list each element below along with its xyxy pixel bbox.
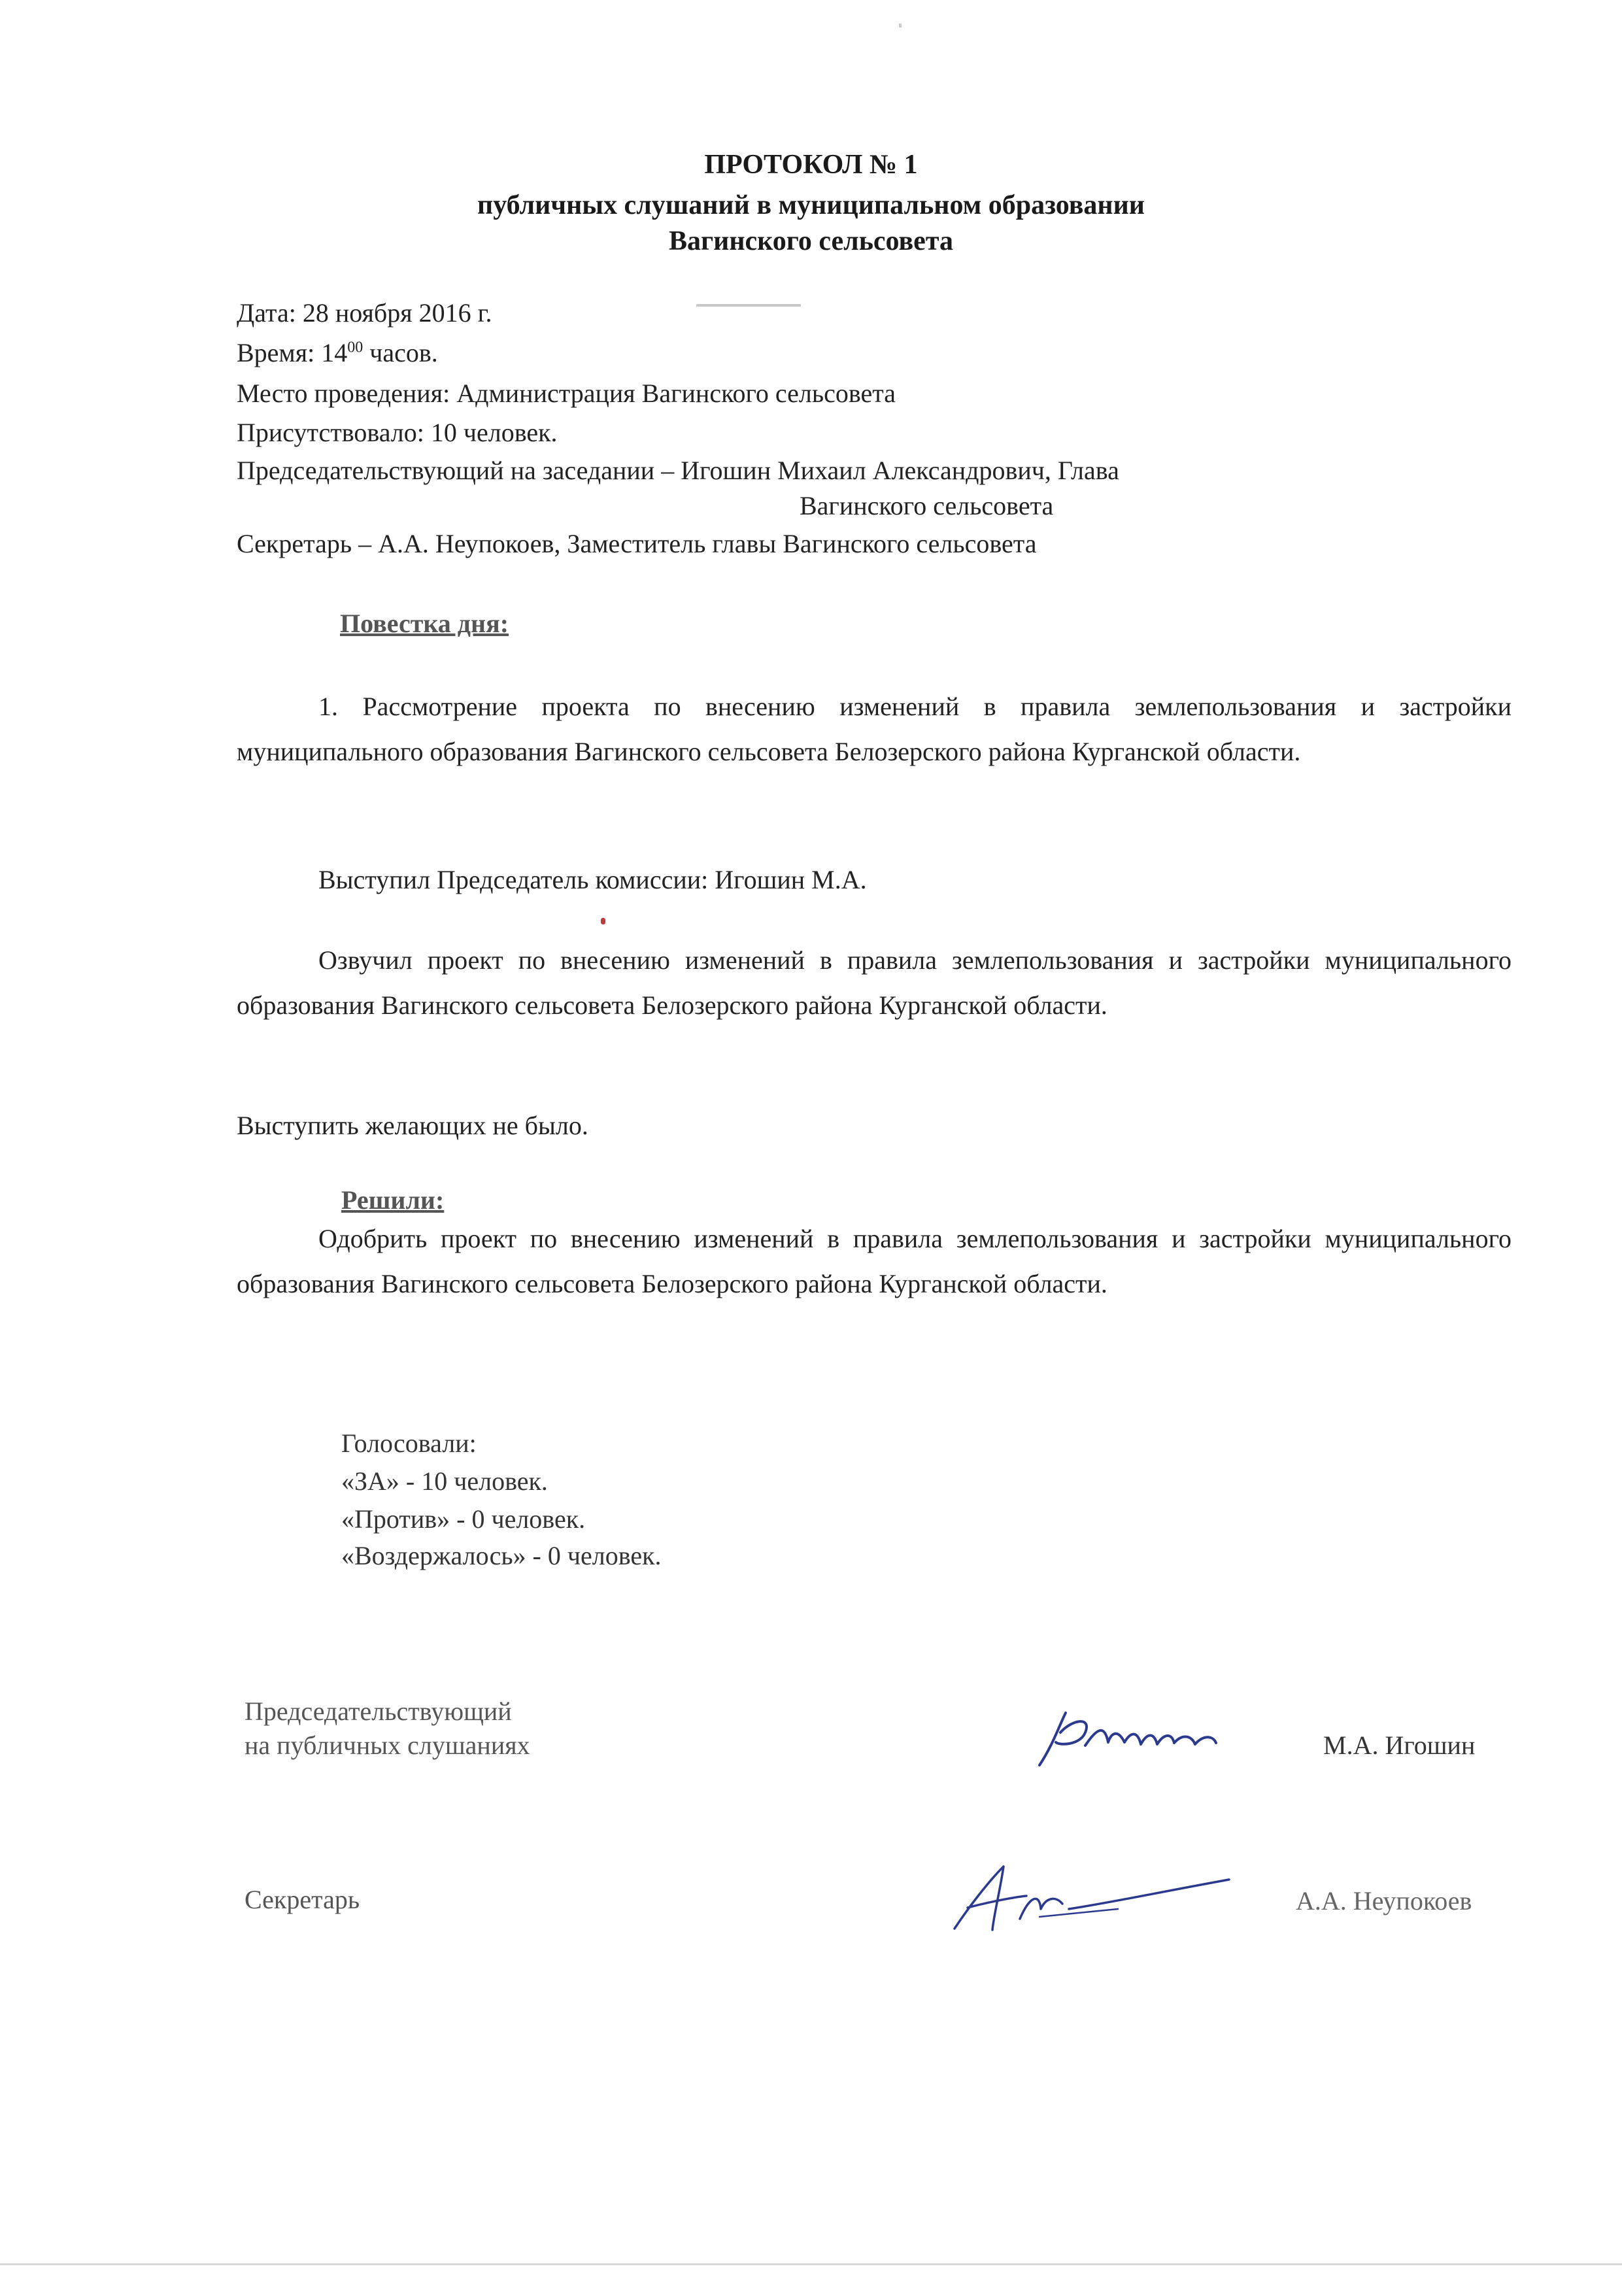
speaker-line: Выступил Председатель комиссии: Игошин М.А. [318,865,867,894]
decision-paragraph [237,1216,1512,1306]
agenda-item-1-text: 1. Рассмотрение проекта по внесению изменений в правила землепользования и застройки муниципального образования Вагинского сельсовета Белозерского района Курганской области. [237,692,1512,766]
agenda-item-1 [237,684,1512,774]
voting-heading: Голосовали: [341,1428,477,1458]
chairperson-line: Председательствующий на заседании – Игошин Михаил Александрович, Глава [237,456,1119,485]
voiced-paragraph-text: Озвучил проект по внесению изменений в правила землепользования и застройки муниципального образования Вагинского сельсовета Белозерского района Курганской области. [237,945,1512,1020]
votes-against: «Против» - 0 человек. [341,1504,586,1534]
attendance-count: Присутствовало: 10 человек. [237,418,558,447]
decision-heading: Решили: [341,1185,445,1215]
scan-bottom-edge [0,2263,1622,2265]
chair-signature-label [245,1695,530,1763]
no-speakers-line: Выступить желающих не было. [237,1111,588,1140]
meeting-date: Дата: 28 ноября 2016 г. [237,298,492,328]
chair-signature-icon [1020,1706,1255,1778]
document-title: ПРОТОКОЛ № 1 [704,150,918,180]
decision-paragraph-text: Одобрить проект по внесению изменений в правила землепользования и застройки муниципального образования Вагинского сельсовета Белозерского района Курганской области. [237,1224,1512,1298]
chair-signature-label-line1: Председательствующий [245,1697,512,1726]
document-subtitle-municipality: Вагинского сельсовета [669,226,953,256]
secretary-line: Секретарь – А.А. Неупокоев, Заместитель главы Вагинского сельсовета [237,529,1037,558]
chair-signature-label-line2: на публичных слушаниях [245,1730,530,1760]
agenda-heading: Повестка дня: [340,609,509,638]
secretary-signature-icon [941,1857,1242,1942]
meeting-time-hours: Время: 14 [237,338,348,367]
votes-abstained: «Воздержалось» - 0 человек. [341,1541,662,1570]
meeting-place: Место проведения: Администрация Вагинского сельсовета [237,379,896,408]
scan-artifact [696,304,801,307]
meeting-time-suffix: часов. [363,338,438,367]
chairperson-position: Вагинского сельсовета [800,491,1054,520]
secretary-name: А.А. Неупокоев [1296,1886,1472,1916]
ink-dot [601,918,605,924]
scan-artifact [899,24,902,27]
voiced-paragraph [237,937,1512,1028]
votes-for: «ЗА» - 10 человек. [341,1466,548,1496]
meeting-time [237,337,438,368]
meeting-time-minutes: 00 [347,339,363,356]
chair-name: М.А. Игошин [1323,1730,1476,1760]
secretary-signature-label: Секретарь [245,1885,360,1914]
document-subtitle: публичных слушаний в муниципальном образовании [477,190,1145,220]
